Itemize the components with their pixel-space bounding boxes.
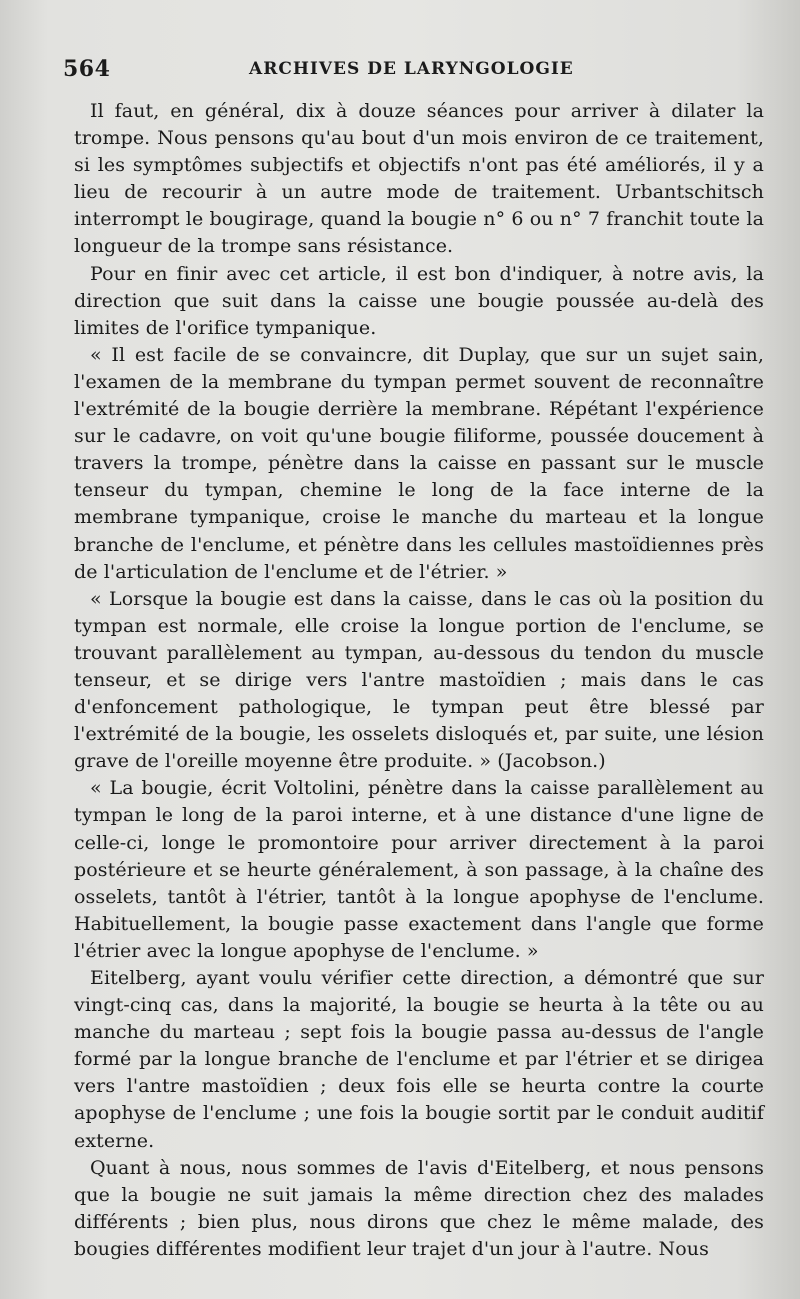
page-header xyxy=(63,56,763,86)
page-number: 564 xyxy=(63,56,111,82)
paragraph-eitelberg: Eitelberg, ayant voulu vérifier cette direction, a démontré que sur vingt-cinq cas, dans la majorité, la bougie se heurta à la tête ou au manche du marteau ; sept fois la bougie passa au-dessus de l'angle formé par la longue branche de l'enclume et par l'étrier et se dirigea vers l'antre mastoïdien ; deux fois elle se heurta contre la courte apophyse de l'enclume ; une fois la bougie sortit par le conduit auditif externe. xyxy=(74,967,764,1152)
paragraph-jacobson-quote: « Lorsque la bougie est dans la caisse, dans le cas où la position du tympan est normale, elle croise la longue portion de l'enclume, se trouvant parallèlement au tympan, au-dessous du tendon du muscle tenseur, et se dirige vers l'antre mastoïdien ; mais dans le cas d'enfoncement pathologique, le tympan peut être blessé par l'extrémité de la bougie, les osselets disloqués et, par suite, une lésion grave de l'oreille moyenne être produite. » (Jacobson.) xyxy=(74,587,764,773)
paragraph-duplay-quote: « Il est facile de se convaincre, dit Duplay, que sur un sujet sain, l'examen de la membrane du tympan permet souvent de reconnaître l'extrémité de la bougie derrière la membrane. Répétant l'expérience sur le cadavre, on voit qu'une bougie filiforme, poussée doucement à travers la trompe, pénètre dans la caisse en passant sur le muscle tenseur du tympan, chemine le long de la face interne de la membrane tympanique, croise le manche du marteau et la longue branche de l'enclume, et pénètre dans les cellules mastoïdiennes près de l'articulation de l'enclume et de l'étrier. » xyxy=(74,343,764,583)
paragraph-direction: Pour en finir avec cet article, il est bon d'indiquer, à notre avis, la direction que suit dans la caisse une bougie poussée au-delà des limites de l'orifice tympanique. xyxy=(74,262,764,339)
paragraph-voltolini-quote: « La bougie, écrit Voltolini, pénètre dans la caisse parallèlement au tympan le long de la paroi interne, et à une distance d'une ligne de celle-ci, longe le promontoire pour arriver directement à la paroi postérieure et se heurte généralement, à son passage, à la chaîne des osselets, tantôt à l'étrier, tantôt à la longue apophyse de l'enclume. Habituellement, la bougie passe exactement dans l'angle que forme l'étrier avec la longue apophyse de l'enclume. » xyxy=(74,777,764,962)
running-title: ARCHIVES DE LARYNGOLOGIE xyxy=(249,59,574,79)
paragraph-dilatation: Il faut, en général, dix à douze séances pour arriver à dilater la trompe. Nous pensons qu'au bout d'un mois environ de ce traitement, si les symptômes subjectifs et objectifs n'ont pas été améliorés, il y a lieu de recourir à un autre mode de traitement. Urbantschitsch interrompt le bougirage, quand la bougie n° 6 ou n° 7 franchit toute la longueur de la trompe sans résistance. xyxy=(74,100,764,258)
paragraph-conclusion: Quant à nous, nous sommes de l'avis d'Eitelberg, et nous pensons que la bougie ne suit jamais la même direction chez des malades différents ; bien plus, nous dirons que chez le même malade, des bougies différentes modifient leur trajet d'un jour à l'autre. Nous xyxy=(74,1156,764,1260)
page-body xyxy=(74,98,764,1263)
